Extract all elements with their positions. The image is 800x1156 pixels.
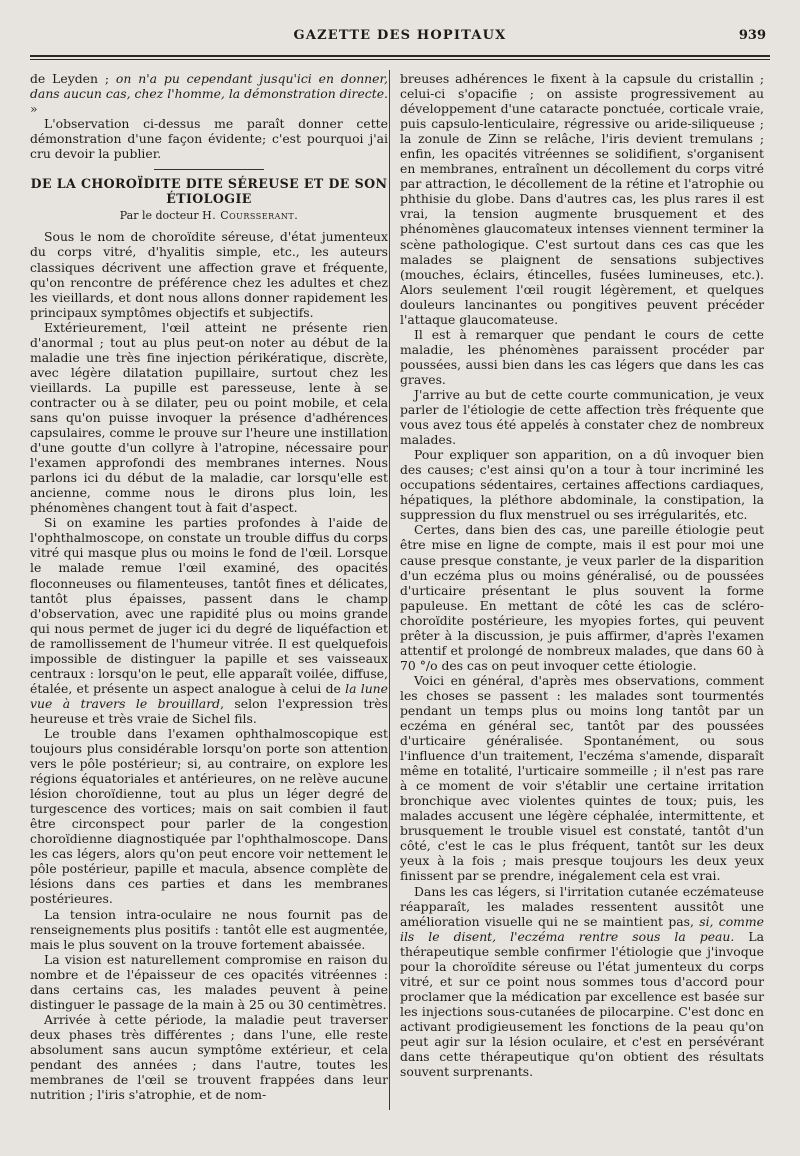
paragraph: La tension intra-oculaire ne nous fournit pas de renseignements plus positifs : tantôt elle est augmentée, mais le plus souvent on la trouve fortement abaissée. <box>30 906 388 952</box>
right-column <box>400 71 764 1079</box>
text-run: , selon l'expression très heureuse et très vraie de Sichel fils. <box>30 695 388 726</box>
italic-quote: si, comme ils le disent, l'eczéma rentre sous la peau. <box>400 913 764 944</box>
paragraph: J'arrive au but de cette courte communication, je veux parler de l'étiologie de cette affection très fréquente que vous avez tous été appelés à constater chez de nombreux malades. <box>400 386 764 448</box>
paragraph: Pour expliquer son apparition, on a dû invoquer bien des causes; c'est ainsi qu'on a tour à tour incriminé les occupations sédentaires, certaines affections cardiaques, hépatiques, la pléthore abdominale, la constipation, la suppression du flux menstruel ou ses irrégularités, etc. <box>400 447 764 523</box>
paragraph: breuses adhérences le fixent à la capsule du cristallin ; celui-ci s'opacifie ; on assiste progressivement au développement d'une cataracte ponctuée, corticale vraie, puis capsulo-lenticulaire, régressive ou aride-siliqueuse ; la zonule de Zinn se relâche, l'iris devient tremulans ; enfin, les opacités vitréennes se solidifient, s'organisent en membranes, entraînent un décollement du corps vitré par attraction, le décollement de la rétine et l'atrophie ou phthisie du globe. Dans d'autres cas, les plus rares il est vrai, la tension augmente brusquement et des phénomènes glaucomateux intenses viennent terminer la scène pathologique. C'est surtout dans ces cas que les malades se plaignent de sensations subjectives (mouches, éclairs, étincelles, fusées lumineuses, etc.). Alors seulement l'œil rougit légèrement, et quelques douleurs lancinantes ou pongitives peuvent précéder l'attaque glaucomateuse. <box>400 71 764 327</box>
column-divider <box>389 70 390 1110</box>
paragraph <box>30 515 388 726</box>
paragraph <box>400 884 764 1080</box>
text-run: Dans les cas légers, si l'irritation cutanée eczémateuse réapparaît, les malades ressentent aussitôt une amélioration visuelle qui ne se maintient pas, <box>400 883 764 929</box>
italic-quote: la lune vue à travers le brouillard <box>30 680 388 711</box>
byline <box>30 208 388 223</box>
header-rule-thin <box>30 59 770 60</box>
journal-title: GAZETTE DES HOPITAUX <box>293 28 507 43</box>
left-column <box>30 71 388 1102</box>
text-run: La thérapeutique semble confirmer l'étiologie que j'invoque pour la choroïdite séreuse ou l'état jumenteux du corps vitré, et sur ce point nous sommes tous d'accord pour proclamer que la médication par excellence est basée sur les injections sous-cutanées de pilocarpine. C'est donc en activant prodigieusement les fonctions de la peau qu'on peut agir sur la lésion oculaire, et c'est en persévérant dans cette thérapeutique qu'on obtient des résultats souvent surprenants. <box>400 928 764 1080</box>
paragraph: Le trouble dans l'examen ophthalmoscopique est toujours plus considérable lorsqu'on porte son attention vers le pôle postérieur; si, au contraire, on explore les régions équatoriales et antérieures, on ne relève aucune lésion choroïdienne, tout au plus un léger degré de turgescence des vortices; mais on sait combien il faut être circonspect pour parler de la congestion choroïdienne diagnostiquée par l'ophthalmoscope. Dans les cas légers, alors qu'on peut encore voir nettement le pôle postérieur, papille et macula, absence complète de lésions dans ces parties et dans les membranes postérieures. <box>30 725 388 907</box>
paragraph: Voici en général, d'après mes observations, comment les choses se passent : les malades sont tourmentés pendant un temps plus ou moins long tantôt par un eczéma en général sec, tantôt par des poussées d'urticaire généralisée. Spontanément, ou sous l'influence d'un traitement, l'eczéma s'amende, disparaît même en totalité, l'urticaire sommeille ; il n'est pas rare à ce moment de voir s'établir une certaine irritation bronchique avec violentes quintes de toux; puis, les malades accusent une légère céphalée, intermittente, et brusquement le trouble visuel est constaté, tantôt d'un côté, c'est le cas le plus fréquent, tantôt sur les deux yeux à la fois ; mais presque toujours les deux yeux finissent par se prendre, inégalement cela est vrai. <box>400 672 764 884</box>
text-run: de Leyden ; <box>30 71 116 86</box>
paragraph: Extérieurement, l'œil atteint ne présente rien d'anormal ; tout au plus peut-on noter au début de la maladie une très fine injection périkératique, discrète, avec légère dilatation pupillaire, surtout chez les vieillards. La pupille est paresseuse, lente à se contracter ou à se dilater, peu ou point mobile, et cela sans qu'on puisse invoquer la présence d'adhérences capsulaires, comme le prouve sur l'heure une instillation d'une goutte d'un collyre à l'atropine, nécessaire pour l'examen approfondi des membranes internes. Nous parlons ici du début de la maladie, car lorsqu'elle est ancienne, comme nous le dirons plus loin, les phénomènes changent tout à fait d'aspect. <box>30 319 388 516</box>
text-run: Si on examine les parties profondes à l'aide de l'ophthalmoscope, on constate un trouble diffus du corps vitré qui masque plus ou moins le fond de l'œil. Lorsque le malade remue l'œil examiné, des opacités floconneuses ou filamenteuses, tantôt fines et délicates, tantôt plus épaisses, passent dans le champ d'observation, avec une rapidité plus ou moins grande qui nous permet de juger ici du degré de liquéfaction et de ramollissement de l'humeur vitrée. Il est quelquefois impossible de distinguer la papille et ses vaisseaux centraux : lorsqu'on le peut, elle apparaît voilée, diffuse, étalée, et présente un aspect analogue à celui de <box>30 515 388 696</box>
paragraph <box>30 71 388 116</box>
article-title: DE LA CHOROÏDITE DITE SÉREUSE ET DE SON ÉTIOLOGIE <box>30 176 388 207</box>
italic-quote: on n'a pu cependant jusqu'ici en donner, dans aucun cas, chez l'homme, la démonstration directe. <box>30 71 388 102</box>
paragraph: L'observation ci-dessus me paraît donner cette démonstration d'une façon évidente; c'est pourquoi j'ai cru devoir la publier. <box>30 116 388 162</box>
paragraph: Sous le nom de choroïdite séreuse, d'état jumenteux du corps vitré, d'hyalitis simple, etc., les auteurs classiques décrivent une affection grave et fréquente, qu'on rencontre de préférence chez les adultes et chez les vieillards, et dont nous allons donner rapidement les principaux symptômes objectifs et subjectifs. <box>30 229 388 320</box>
byline-prefix: Par le docteur <box>119 209 203 223</box>
header-rule <box>30 55 770 57</box>
page-number: 939 <box>738 28 766 43</box>
text-run: » <box>30 101 38 117</box>
running-head <box>34 28 766 50</box>
paragraph: Certes, dans bien des cas, une pareille étiologie peut être mise en ligne de compte, mais il est pour moi une cause presque constante, je veux parler de la disparition d'un eczéma plus ou moins généralisé, ou de poussées d'urticaire présentant le plus souvent la forme papuleuse. En mettant de côté les cas de scléro-choroïdite postérieure, les myopies fortes, qui peuvent prêter à la discussion, je puis affirmer, d'après l'examen attentif et prolongé de nombreux malades, que dans 60 à 70 °/o des cas on peut invoquer cette étiologie. <box>400 522 764 673</box>
paragraph: La vision est naturellement compromise en raison du nombre et de l'épaisseur de ces opacités vitréennes : dans certains cas, les malades peuvent à peine distinguer le passage de la main à 25 ou 30 centimètres. <box>30 951 388 1012</box>
paragraph: Arrivée à cette période, la maladie peut traverser deux phases très différentes ; dans l'une, elle reste absolument sans aucun symptôme extérieur, et cela pendant des années ; dans l'autre, toutes les membranes de l'œil se trouvent frappées dans leur nutrition ; l'iris s'atrophie, et de nom- <box>30 1011 388 1103</box>
article-separator <box>154 169 264 170</box>
paragraph: Il est à remarquer que pendant le cours de cette maladie, les phénomènes paraissent procéder par poussées, aussi bien dans les cas légers que dans les cas graves. <box>400 326 764 387</box>
author-name: H. Coursserant. <box>202 209 299 223</box>
